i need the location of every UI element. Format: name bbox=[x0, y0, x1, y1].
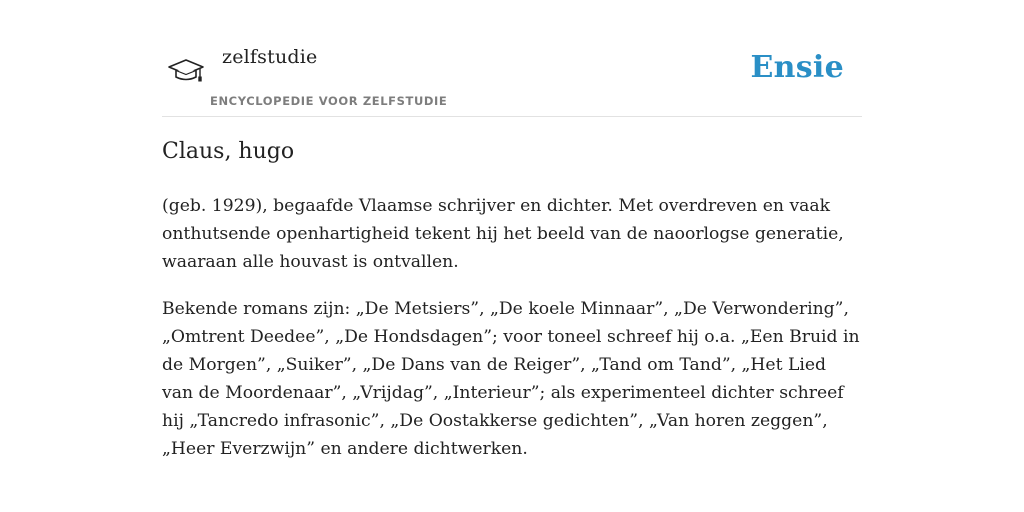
article-paragraph: (geb. 1929), begaafde Vlaamse schrijver en dichter. Met overdreven en vaak onthutsende openhartigheid tekent hij het beeld van de naoorlogse generatie, waaraan alle houvast is ontvallen. bbox=[162, 196, 844, 272]
site-header bbox=[162, 40, 862, 117]
ensie-logo-link[interactable]: Ensie bbox=[750, 50, 844, 85]
article-paragraph: Bekende romans zijn: „De Metsiers”, „De koele Minnaar”, „De Verwondering”, „Omtrent Deedee”, „De Hondsdagen”; voor toneel schreef hij o.a. „Een Bruid in de Morgen”, „Suiker”, „De Dans van de Reiger”, „Tand om Tand”, „Het Lied van de Moordenaar”, „Vrijdag”, „Interieur”; als experimenteel dichter schreef hij „Tancredo infrasonic”, „De Oostakkerse gedichten”, „Van horen zeggen”, „Heer Everzwijn” en andere dichtwerken. bbox=[162, 299, 860, 459]
article-body bbox=[162, 192, 862, 482]
graduation-cap-icon[interactable] bbox=[164, 50, 208, 92]
page-title: Claus, hugo bbox=[162, 139, 295, 164]
site-name[interactable]: zelfstudie bbox=[222, 46, 318, 68]
site-tagline: ENCYCLOPEDIE VOOR ZELFSTUDIE bbox=[210, 94, 448, 108]
